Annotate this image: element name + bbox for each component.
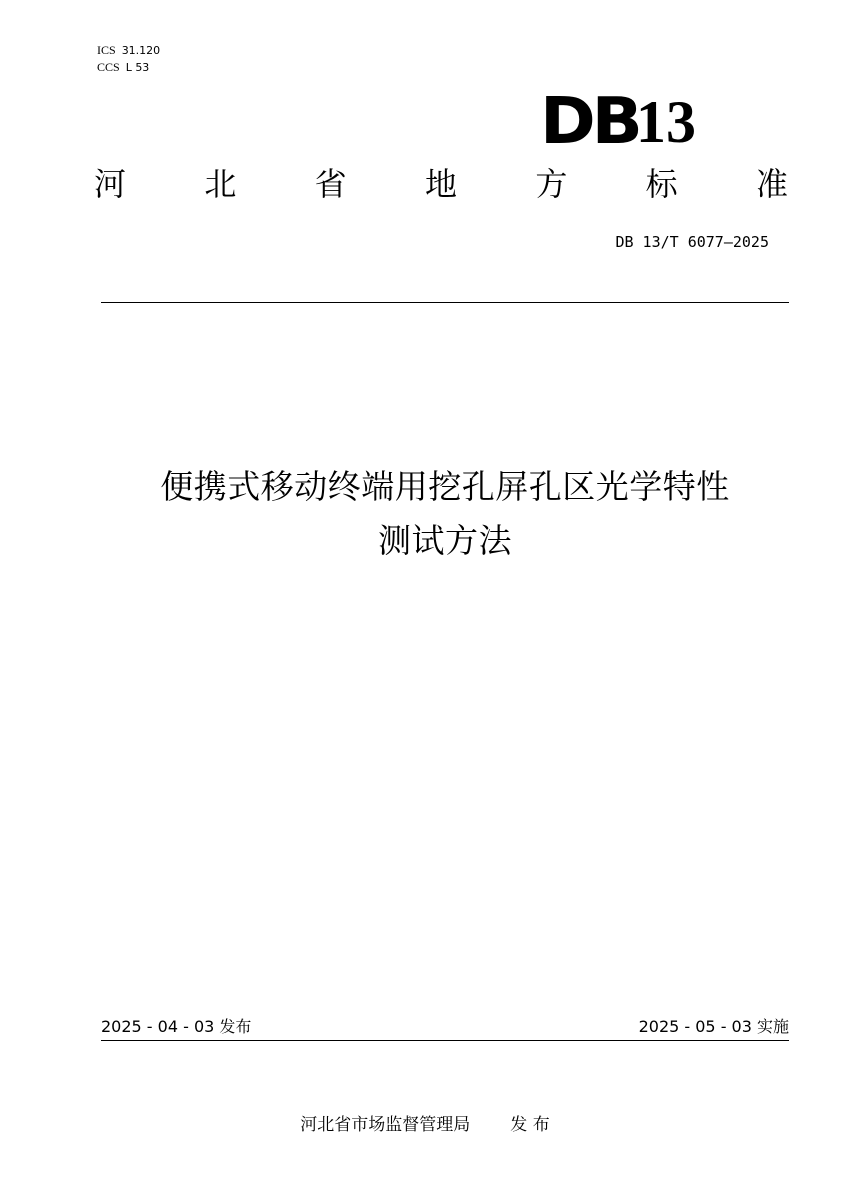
standard-type-char: 河 xyxy=(94,165,127,203)
ics-label: ICS xyxy=(97,43,116,57)
document-title xyxy=(0,460,850,568)
ccs-line xyxy=(97,59,160,76)
ics-value: 31.120 xyxy=(121,44,161,57)
implement-date: 2025 - 05 - 03 实施 xyxy=(638,1017,789,1036)
standard-type-char: 准 xyxy=(755,165,788,203)
title-line-2: 测试方法 xyxy=(378,521,512,560)
issuing-authority xyxy=(0,1114,850,1136)
footer-divider xyxy=(101,1040,789,1041)
header-divider xyxy=(101,302,789,303)
standard-type-char: 地 xyxy=(424,165,457,203)
standard-type-char: 北 xyxy=(204,165,237,203)
issuer-name: 河北省市场监督管理局 xyxy=(300,1115,471,1135)
issuer-action: 发 布 xyxy=(510,1115,550,1135)
standard-type-char: 标 xyxy=(645,165,678,203)
logo-db-text: DB xyxy=(540,85,639,159)
ccs-value: L 53 xyxy=(125,61,150,74)
ccs-label: CCS xyxy=(97,60,120,74)
standard-type-char: 方 xyxy=(535,165,568,203)
standard-type-char: 省 xyxy=(314,165,347,203)
standard-type-heading xyxy=(94,162,788,206)
publish-date: 2025 - 04 - 03 发布 xyxy=(101,1017,252,1036)
title-line-1: 便携式移动终端用挖孔屏孔区光学特性 xyxy=(160,467,730,506)
db13-logo xyxy=(540,85,740,159)
classification-codes xyxy=(97,42,160,76)
logo-number: 13 xyxy=(636,89,696,155)
ics-line xyxy=(97,42,160,59)
standard-number: DB 13/T 6077—2025 xyxy=(615,233,769,251)
